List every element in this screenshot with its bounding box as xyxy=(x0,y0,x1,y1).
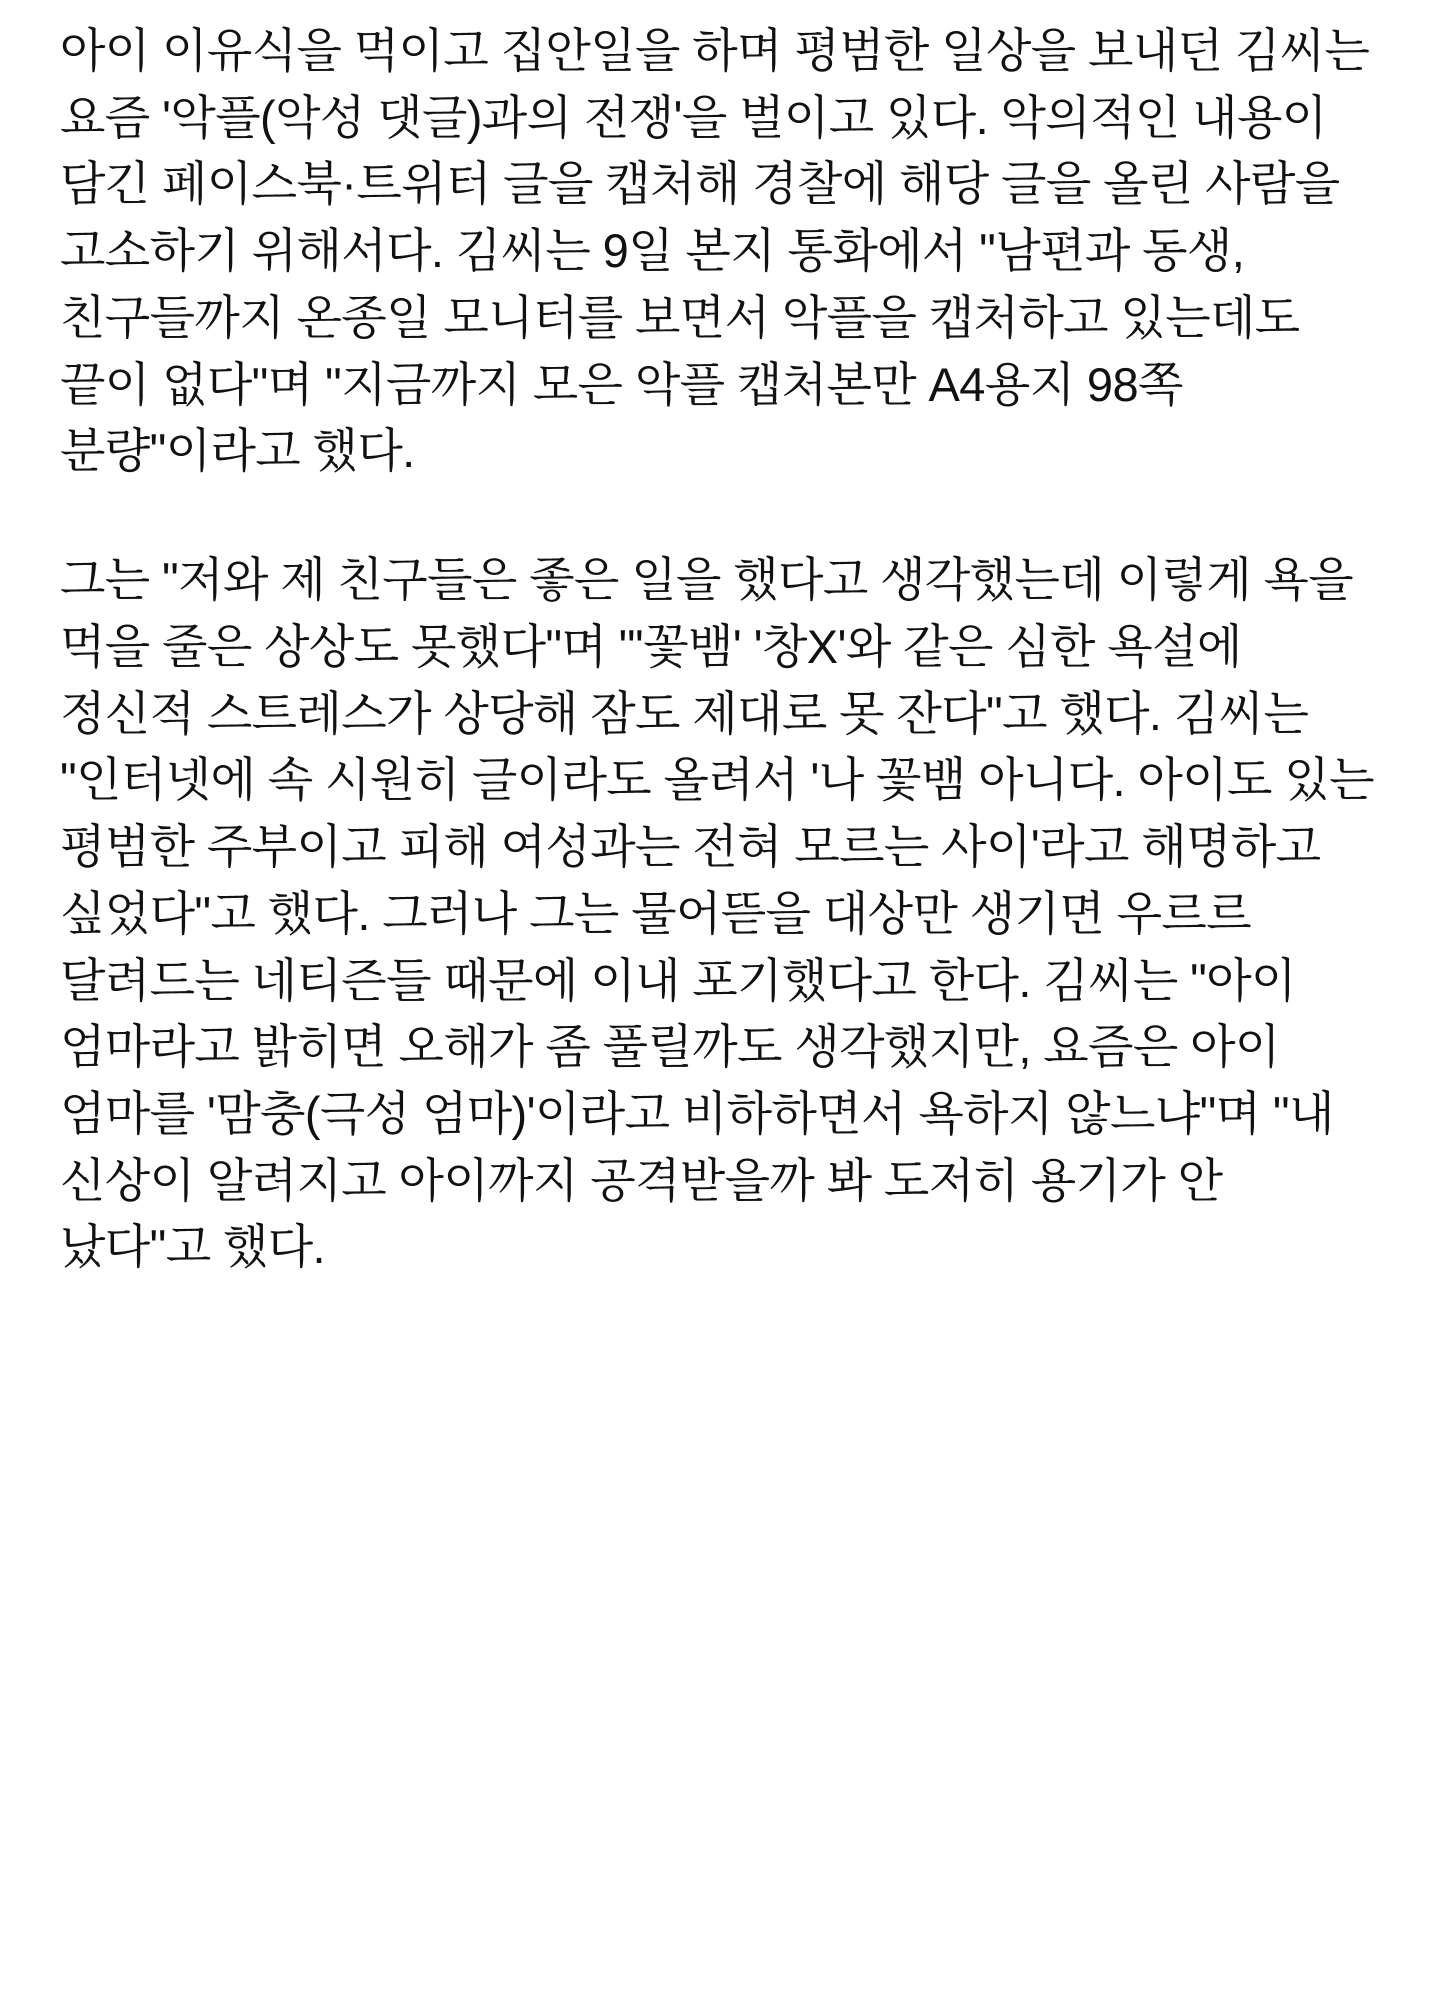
article-paragraph-1: 아이 이유식을 먹이고 집안일을 하며 평범한 일상을 보내던 김씨는 요즘 '악플(악성 댓글)과의 전쟁'을 벌이고 있다. 악의적인 내용이 담긴 페이스북·트위터 글을 캡처해 경찰에 해당 글을 올린 사람을 고소하기 위해서다. 김씨는 9일 본지 통화에서 "남편과 동생, 친구들까지 온종일 모니터를 보면서 악플을 캡처하고 있는데도 끝이 없다"며 "지금까지 모은 악플 캡처본만 A4용지 98쪽 분량"이라고 했다. xyxy=(60,24,1370,478)
article-paragraph-2: 그는 "저와 제 친구들은 좋은 일을 했다고 생각했는데 이렇게 욕을 먹을 줄은 상상도 못했다"며 "'꽃뱀' '창X'와 같은 심한 욕설에 정신적 스트레스가 상당해 잠도 제대로 못 잔다"고 했다. 김씨는 "인터넷에 속 시원히 글이라도 올려서 '나 꽃뱀 아니다. 아이도 있는 평범한 주부이고 피해 여성과는 전혀 모르는 사이'라고 해명하고 싶었다"고 했다. 그러나 그는 물어뜯을 대상만 생기면 우르르 달려드는 네티즌들 때문에 이내 포기했다고 한다. 김씨는 "아이 엄마라고 밝히면 오해가 좀 풀릴까도 생각했지만, 요즘은 아이 엄마를 '맘충(극성 엄마)'이라고 비하하면서 욕하지 않느냐"며 "내 신상이 알려지고 아이까지 공격받을까 봐 도저히 용기가 안 났다"고 했다. xyxy=(60,553,1374,1274)
